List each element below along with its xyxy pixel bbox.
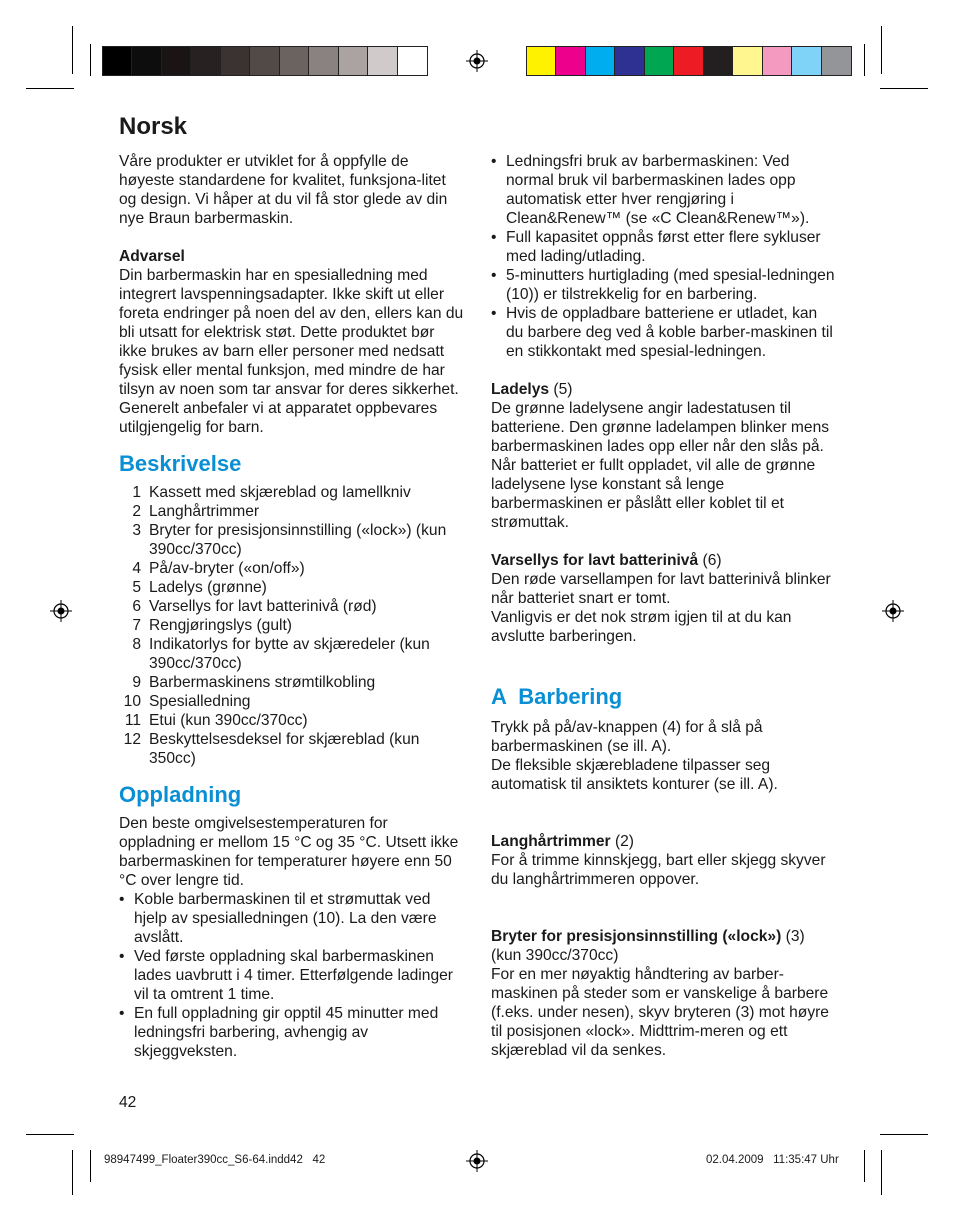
page-title: Norsk bbox=[119, 113, 188, 140]
color-swatch bbox=[763, 47, 792, 75]
charging-text: Den beste omgivelsestemperaturen for oppladning er mellom 15 °C og 35 °C. Utsett ikke barbermaskinen for temperaturer høyere enn 50 °C over lengre tid. bbox=[119, 815, 459, 889]
bullet-item: • Ved første oppladning skal barbermaskinen lades uavbrutt i 4 timer. Etterfølgende ladinger vil ta omtrent 1 time. bbox=[119, 947, 464, 1004]
item-number: 9 bbox=[132, 674, 141, 691]
color-swatch bbox=[822, 47, 851, 75]
crop-mark bbox=[90, 44, 91, 76]
charging-heading: Oppladning bbox=[119, 782, 242, 807]
shaving-text: Trykk på på/av-knappen (4) for å slå på barbermaskinen (se ill. A). bbox=[491, 719, 763, 755]
item-number: 3 bbox=[132, 522, 141, 539]
description-item bbox=[119, 483, 464, 502]
process-color-bar bbox=[526, 46, 852, 76]
grayscale-color-bar bbox=[102, 46, 428, 76]
color-swatch bbox=[733, 47, 762, 75]
item-text: Langhårtrimmer bbox=[149, 503, 260, 520]
color-swatch bbox=[645, 47, 674, 75]
precision-models: (kun 390cc/370cc) bbox=[491, 947, 619, 964]
item-text: Etui (kun 390cc/370cc) bbox=[149, 712, 308, 729]
description-item bbox=[119, 673, 464, 692]
charge-light-text: De grønne ladelysene angir ladestatusen til batteriene. Den grønne ladelampen blinker mens barbermaskinen lades opp eller når den slås på. Når batteriet er fullt oppladet, vil alle de grønne ladelysene lyse konstant så lenge barbermaskinen er påslått eller koblet til et strømuttak. bbox=[491, 400, 830, 531]
crop-mark bbox=[90, 1150, 91, 1182]
item-text: Rengjøringslys (gult) bbox=[149, 617, 292, 634]
description-item bbox=[119, 559, 464, 578]
intro-paragraph: Våre produkter er utviklet for å oppfylle de høyeste standardene for kvalitet, funksjona-litet og design. Vi håper at du vil få stor glede av din nye Braun barbermaskin. bbox=[119, 153, 448, 227]
color-swatch bbox=[250, 47, 279, 75]
item-text: På/av-bryter («on/off») bbox=[149, 560, 305, 577]
precision-text: For en mer nøyaktig håndtering av barber-maskinen på steder som er vanskelige å barbere (f.eks. under nesen), skyv bryteren (3) mot høyre til posisjonen «lock». Midttrim-meren og ett skjæreblad vil da senkes. bbox=[491, 966, 829, 1059]
footer-file-info: 98947499_Floater390cc_S6-64.indd42 42 bbox=[104, 1154, 326, 1166]
item-number: 7 bbox=[132, 617, 141, 634]
trimmer-ref: (2) bbox=[614, 833, 634, 850]
crop-mark bbox=[880, 88, 928, 89]
item-text: Indikatorlys for bytte av skjæredeler (kun 390cc/370cc) bbox=[149, 636, 430, 672]
charge-light-ref: (5) bbox=[553, 381, 573, 398]
crop-mark bbox=[864, 1150, 865, 1182]
color-swatch bbox=[132, 47, 161, 75]
charging-bullet-list bbox=[119, 890, 464, 1061]
bullet-item: • Full kapasitet oppnås først etter flere sykluser med lading/utlading. bbox=[491, 228, 836, 266]
left-column bbox=[119, 152, 464, 1061]
bullet-item: • Koble barbermaskinen til et strømuttak ved hjelp av spesialledningen (10). La den være avslått. bbox=[119, 890, 464, 947]
description-item bbox=[119, 502, 464, 521]
color-swatch bbox=[704, 47, 733, 75]
item-number: 4 bbox=[132, 560, 141, 577]
low-battery-text-2: Vanligvis er det nok strøm igjen til at du kan avslutte barberingen. bbox=[491, 609, 792, 645]
item-number: 5 bbox=[132, 579, 141, 596]
shaving-heading: A Barbering bbox=[491, 684, 623, 709]
description-item bbox=[119, 730, 464, 768]
registration-mark-icon bbox=[466, 1150, 488, 1172]
item-number: 2 bbox=[132, 503, 141, 520]
low-battery-ref: (6) bbox=[702, 552, 722, 569]
bullet-item: • Ledningsfri bruk av barbermaskinen: Ved normal bruk vil barbermaskinen lades opp automatisk etter hver rengjøring i Clean&Renew™ (se «C Clean&Renew™»). bbox=[491, 152, 836, 228]
color-swatch bbox=[280, 47, 309, 75]
description-heading: Beskrivelse bbox=[119, 451, 242, 476]
item-number: 12 bbox=[123, 731, 141, 748]
color-swatch bbox=[674, 47, 703, 75]
item-number: 1 bbox=[132, 484, 141, 501]
color-swatch bbox=[368, 47, 397, 75]
registration-mark-icon bbox=[882, 600, 904, 622]
color-swatch bbox=[615, 47, 644, 75]
low-battery-text: Den røde varsellampen for lavt batterinivå blinker når batteriet snart er tomt. bbox=[491, 571, 831, 607]
precision-ref: (3) bbox=[785, 928, 805, 945]
item-number: 8 bbox=[132, 636, 141, 653]
color-swatch bbox=[556, 47, 585, 75]
item-number: 11 bbox=[124, 712, 141, 729]
charge-light-heading: Ladelys bbox=[491, 381, 550, 398]
item-number: 10 bbox=[123, 693, 141, 710]
description-item bbox=[119, 711, 464, 730]
crop-mark bbox=[26, 88, 74, 89]
bullet-item: • 5-minutters hurtiglading (med spesial-ledningen (10)) er tilstrekkelig for en barbering. bbox=[491, 266, 836, 304]
warning-heading: Advarsel bbox=[119, 248, 185, 265]
color-swatch bbox=[191, 47, 220, 75]
item-text: Bryter for presisjonsinnstilling («lock») (kun 390cc/370cc) bbox=[149, 522, 447, 558]
crop-mark bbox=[72, 1150, 73, 1195]
crop-mark bbox=[864, 44, 865, 76]
crop-mark bbox=[881, 1150, 882, 1195]
color-swatch bbox=[792, 47, 821, 75]
description-item bbox=[119, 692, 464, 711]
color-swatch bbox=[398, 47, 427, 75]
color-swatch bbox=[527, 47, 556, 75]
registration-mark-icon bbox=[466, 50, 488, 72]
trimmer-heading: Langhårtrimmer bbox=[491, 833, 611, 850]
warning-text: Din barbermaskin har en spesialledning med integrert lavspenningsadapter. Ikke skift ut eller foreta endringer på noen del av den, ellers kan du bli utsatt for elektrisk støt. Dette produktet bør ikke brukes av barn eller personer med nedsatt fysisk eller mental funksjon, med mindre de har tilsyn av noen som tar ansvar for deres sikkerhet. Generelt anbefaler vi at apparatet oppbevares utilgjengelig for barn. bbox=[119, 267, 464, 436]
item-text: Spesialledning bbox=[149, 693, 251, 710]
description-item bbox=[119, 521, 464, 559]
item-text: Varsellys for lavt batterinivå (rød) bbox=[149, 598, 377, 615]
low-battery-heading: Varsellys for lavt batterinivå bbox=[491, 552, 699, 569]
item-text: Barbermaskinens strømtilkobling bbox=[149, 674, 376, 691]
bullet-item: • Hvis de oppladbare batteriene er utladet, kan du barbere deg ved å koble barber-maskinen til en stikkontakt med spesial-ledningen. bbox=[491, 304, 836, 361]
charging-bullet-list-continued bbox=[491, 152, 836, 361]
bullet-item: • En full oppladning gir opptil 45 minutter med ledningsfri barbering, avhengig av skjeggveksten. bbox=[119, 1004, 464, 1061]
crop-mark bbox=[26, 1134, 74, 1135]
description-item bbox=[119, 597, 464, 616]
item-text: Ladelys (grønne) bbox=[149, 579, 267, 596]
crop-mark bbox=[880, 1134, 928, 1135]
crop-mark bbox=[72, 26, 73, 74]
description-item bbox=[119, 578, 464, 597]
color-swatch bbox=[586, 47, 615, 75]
page-number: 42 bbox=[119, 1094, 137, 1111]
item-text: Beskyttelsesdeksel for skjæreblad (kun 350cc) bbox=[149, 731, 420, 767]
precision-heading: Bryter for presisjonsinnstilling («lock») bbox=[491, 928, 782, 945]
color-swatch bbox=[221, 47, 250, 75]
description-list bbox=[119, 483, 464, 768]
item-text: Kassett med skjæreblad og lamellkniv bbox=[149, 484, 411, 501]
color-swatch bbox=[339, 47, 368, 75]
crop-mark bbox=[881, 26, 882, 74]
color-swatch bbox=[309, 47, 338, 75]
description-item bbox=[119, 635, 464, 673]
footer-date-info: 02.04.2009 11:35:47 Uhr bbox=[706, 1154, 839, 1166]
shaving-text-2: De fleksible skjærebladene tilpasser seg automatisk til ansiktets konturer (se ill. A). bbox=[491, 757, 778, 793]
item-number: 6 bbox=[132, 598, 141, 615]
registration-mark-icon bbox=[50, 600, 72, 622]
description-item bbox=[119, 616, 464, 635]
color-swatch bbox=[162, 47, 191, 75]
color-swatch bbox=[103, 47, 132, 75]
trimmer-text: For å trimme kinnskjegg, bart eller skjegg skyver du langhårtrimmeren oppover. bbox=[491, 852, 826, 888]
right-column bbox=[491, 152, 836, 1060]
